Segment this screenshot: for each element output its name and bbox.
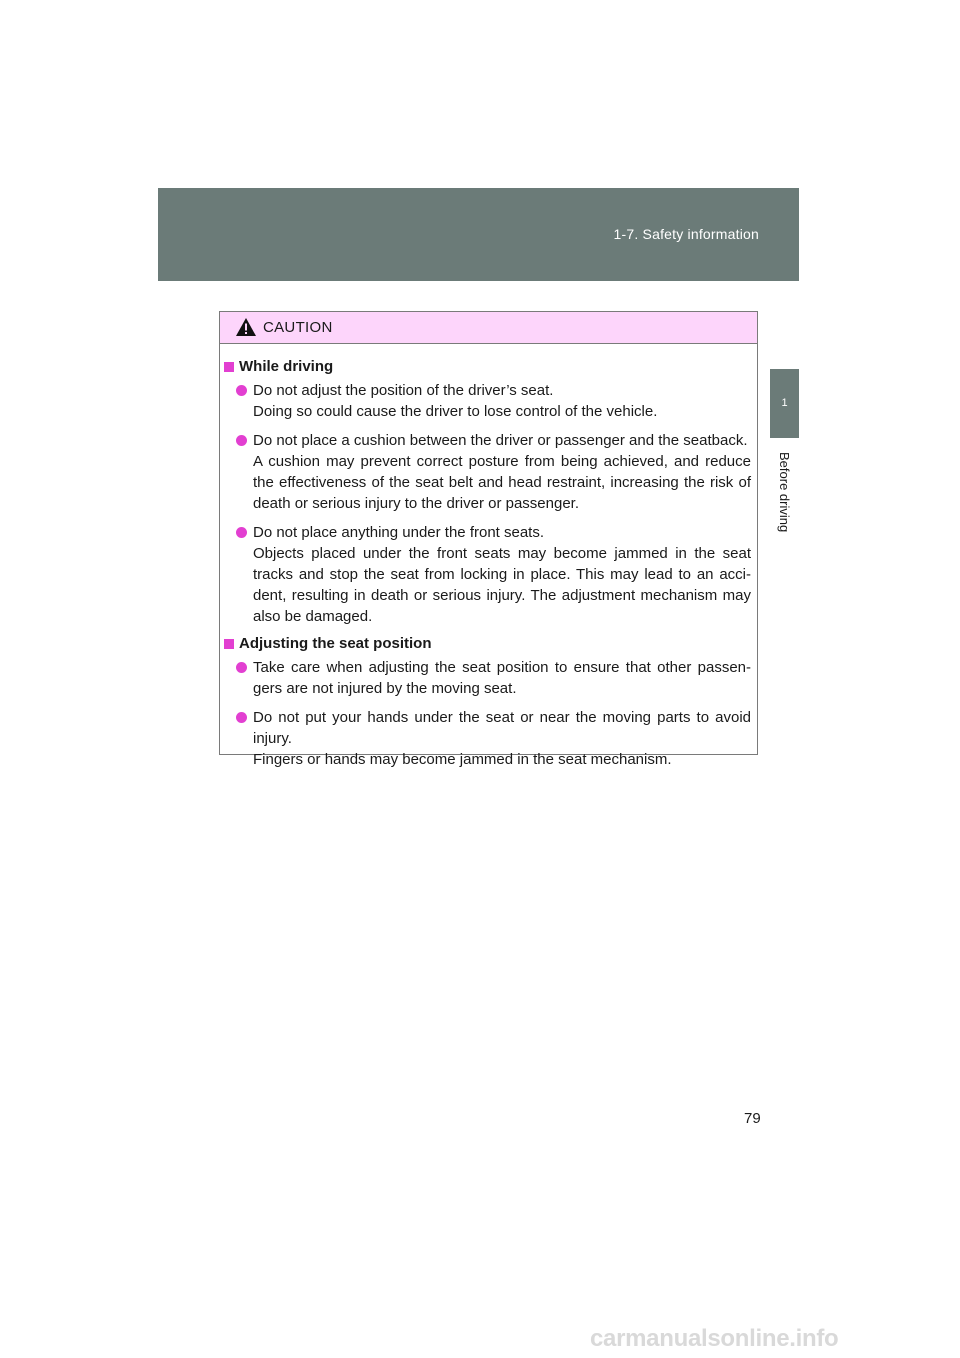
section-heading-while-driving — [222, 356, 751, 377]
caution-item — [222, 522, 751, 627]
caution-item — [222, 657, 751, 699]
header-band — [158, 188, 799, 281]
watermark: carmanualsonline.info — [590, 1325, 839, 1352]
caution-title: CAUTION — [263, 319, 333, 336]
caution-item — [222, 707, 751, 770]
caution-header — [220, 312, 757, 344]
round-bullet-icon — [236, 385, 247, 396]
chapter-number: 1 — [781, 397, 788, 409]
section-heading-adjusting-seat — [222, 633, 751, 654]
page-number: 79 — [744, 1110, 761, 1127]
caution-item-line: Take care when adjusting the seat position to ensure that other passen-gers are not injured by the moving seat. — [253, 659, 751, 697]
caution-item-line: Doing so could cause the driver to lose control of the vehicle. — [253, 403, 658, 420]
section-heading-text: While driving — [239, 358, 334, 375]
square-bullet-icon — [224, 639, 234, 649]
round-bullet-icon — [236, 712, 247, 723]
caution-item-line: Do not put your hands under the seat or near the moving parts to avoid injury. — [253, 709, 751, 747]
round-bullet-icon — [236, 435, 247, 446]
chapter-tab — [770, 369, 799, 438]
caution-item-line: Objects placed under the front seats may become jammed in the seat tracks and stop the seat from locking in place. This may lead to an acci-dent, resulting in death or serious injury. The adjustment mechanism may also be damaged. — [253, 545, 751, 625]
chapter-label: Before driving — [777, 452, 792, 533]
caution-item-line: A cushion may prevent correct posture from being achieved, and reduce the effectiveness of the seat belt and head restraint, increasing the risk of death or serious injury to the driver or passenger. — [253, 453, 751, 512]
round-bullet-icon — [236, 662, 247, 673]
section-title: 1-7. Safety information — [613, 226, 759, 242]
caution-item-line: Do not adjust the position of the driver’s seat. — [253, 382, 554, 399]
caution-body — [220, 344, 757, 770]
warning-triangle-icon — [235, 317, 257, 337]
caution-item-line: Do not place a cushion between the driver or passenger and the seatback. — [253, 432, 748, 449]
caution-item-line: Do not place anything under the front seats. — [253, 524, 545, 541]
section-heading-text: Adjusting the seat position — [239, 635, 432, 652]
square-bullet-icon — [224, 362, 234, 372]
caution-item-line: Fingers or hands may become jammed in the seat mechanism. — [253, 751, 672, 768]
caution-item — [222, 430, 751, 514]
chapter-label-container — [772, 452, 796, 542]
caution-item — [222, 380, 751, 422]
round-bullet-icon — [236, 527, 247, 538]
caution-box — [219, 311, 758, 768]
